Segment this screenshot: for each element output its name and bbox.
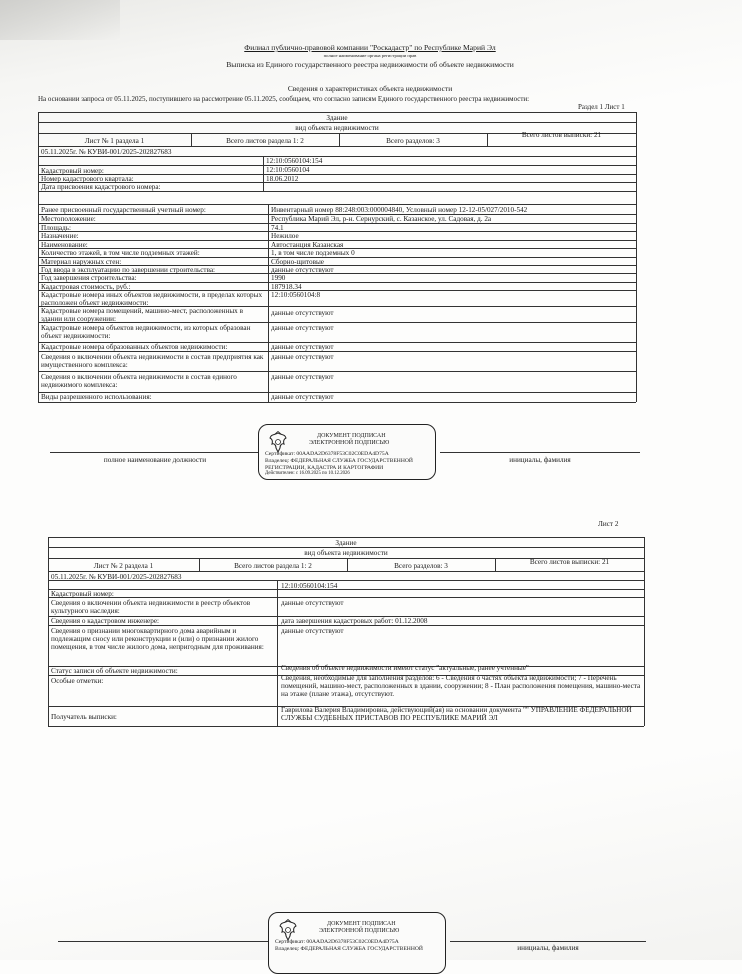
stamp-owner: Владелец: ФЕДЕРАЛЬНАЯ СЛУЖБА ГОСУДАРСТВЕННОЙ [275,946,423,952]
stamp-title: ДОКУМЕНТ ПОДПИСАН [317,433,386,439]
position-line [50,452,260,453]
org-caption: полное наименование органа регистрации прав [323,53,417,58]
org-name: Филиал публично-правовой компании "Роскадастр" по Республике Марий Эл [244,43,496,52]
sheet2-row-value: Гаврилова Валерия Владимировна, действующий(ая) на основании документа "" УПРАВЛЕНИЕ ФЕДЕРАЛЬНОЙ СЛУЖБЫ СУДЕБНЫХ ПРИСТАВОВ ПО РЕСПУБЛИКЕ МАРИЙ ЭЛ [281,706,632,723]
sheet1-total-sections: Всего разделов: 3 [386,137,440,145]
position-line [58,941,268,942]
sheet1-row-value: Инвентарный номер 88:248:003:000004840, Условный номер 12-12-05/027/2010-542 [271,206,528,214]
sheet1-row-label: Дата присвоения кадастрового номера: [41,183,161,191]
sheet1-row-value: 12:10:0560104 [266,166,310,174]
sheet1-row-value: 12:10:0560104:154 [266,157,323,165]
sheet1-total-sheets-section: Всего листов раздела 1: 2 [226,137,304,145]
sheet2-row-label: Сведения о признании многоквартирного дома аварийным и подлежащим сносу или реконструкции и (или) о признании жилого помещения, в том числе жилого дома, непригодным для проживания: [51,627,264,652]
stamp-owner: Владелец: ФЕДЕРАЛЬНАЯ СЛУЖБА ГОСУДАРСТВЕННОЙ [265,458,413,464]
sheet1-row-value: 74.1 [271,224,284,232]
sheet2-total-sheets-section: Всего листов раздела 1: 2 [234,562,312,570]
sheet2-row-label: Кадастровый номер: [51,590,114,598]
sheet1-row-label: Кадастровые номера образованных объектов недвижимости: [41,343,228,351]
sheet1-row-value: данные отсутствуют [271,393,334,401]
sheet1-row-value: Сборно-щитовые [271,258,324,266]
sheet1-row-value: 187918.34 [271,283,302,291]
sheet2-row-value: Сведения об объекте недвижимости имеют статус "актуальные, ранее учтенные" [281,664,529,672]
sheet1-row-value: данные отсутствуют [271,324,334,332]
sheet1-row-label: Год завершения строительства: [41,274,137,282]
sheet1-row-value: 18.06.2012 [266,175,299,183]
sheet1-row-label: Назначение: [41,232,79,240]
sheet1-row-value: 12:10:0560104:8 [271,291,321,299]
sheet2-row-label: Сведения о кадастровом инженере: [51,617,160,625]
sheet2-row-label: Сведения о включении объекта недвижимости в реестр объектов культурного наследия: [51,599,251,616]
stamp-title: ДОКУМЕНТ ПОДПИСАН [327,921,396,927]
sheet1-row-value: данные отсутствуют [271,309,334,317]
sheet2-row-label: Статус записи об объекте недвижимости: [51,667,178,675]
sheet2-row-value: данные отсутствуют [281,599,344,607]
sheet1-row-label: Год ввода в эксплуатацию по завершении строительства: [41,266,216,274]
name-line [450,941,646,942]
sheet1-row-label: Кадастровые номера иных объектов недвижимости, в пределах которых расположен объект недвижимости: [41,291,263,308]
stamp-subtitle: ЭЛЕКТРОННОЙ ПОДПИСЬЮ [319,928,400,934]
sheet1-row-label: Площадь: [41,224,72,232]
sheet1-row-label: Сведения о включении объекта недвижимости в состав предприятия как имущественного комплекса: [41,353,264,370]
sheet1-row-value: Автостанция Казанская [271,241,344,249]
e-signature-stamp [258,424,436,480]
stamp-owner-cont: РЕГИСТРАЦИИ, КАДАСТРА И КАРТОГРАФИИ [265,465,384,471]
section-page-label: Раздел 1 Лист 1 [578,103,625,111]
stamp-validity: Действителен: с 16.09.2025 по 10.12.2026 [265,471,350,476]
name-line [440,452,640,453]
sheet1-total-sheets-extract: Всего листов выписки: 21 [521,131,602,139]
sheet2-row-value: дата завершения кадастровых работ: 01.12.2008 [281,617,428,625]
sheet1-row-label: Сведения о включении объекта недвижимости в состав единого недвижимого комплекса: [41,373,237,390]
sheet1-row-value: 1, в том числе подземных 0 [271,249,355,257]
sheet2-row-value: 12:10:0560104:154 [281,582,338,590]
stamp-certificate: Сертификат: 00AADA2D6378F53C02C0EDA4D75A [265,451,389,457]
sheet1-row-value: 1990 [271,274,286,282]
sheet1-row-label: Материал наружных стен: [41,258,122,266]
sheet2-object-type: Здание [335,539,357,547]
sheet1-row-value: Республика Марий Эл, р-н. Сернурский, с. Казанское, ул. Садовая, д. 2а [271,215,492,223]
sheet1-row-value: Нежилое [271,232,299,240]
sheet1-row-label: Наименование: [41,241,88,249]
e-signature-stamp [268,912,446,974]
sheet1-row-label: Местоположение: [41,215,96,223]
sheet1-extract-number: 05.11.2025г. № КУВИ-001/2025-202827683 [41,148,172,156]
sheet2-row-value: данные отсутствуют [281,627,344,635]
sheet2-total-sections: Всего разделов: 3 [394,562,448,570]
sheet1-row-label: Кадастровые номера помещений, машино-мест, расположенных в здании или сооружении: [41,307,243,324]
sheet1-row-value: данные отсутствуют [271,266,334,274]
sheet1-row-label: Кадастровый номер: [41,167,104,175]
footer-position-caption: полное наименование должности [103,456,207,464]
stamp-certificate: Сертификат: 00AADA2D6378F53C02C0EDA4D75A [275,939,399,945]
request-basis: На основании запроса от 05.11.2025, поступившего на рассмотрение 05.11.2025, сообщаем, что согласно записям Единого государственного реестра недвижимости: [38,95,530,103]
sheet1-row-value: данные отсутствуют [271,343,334,351]
footer-name-caption: инициалы, фамилия [509,456,571,464]
sheet1-row-value: данные отсутствуют [271,353,334,361]
sheet2-row-label: Получатель выписки: [51,713,117,721]
sheet1-object-type: Здание [326,114,348,122]
document-subtitle: Сведения о характеристиках объекта недвижимости [287,84,453,93]
sheet2-row-value: Сведения, необходимые для заполнения разделов: 6 - Сведения о частях объекта недвижимости; 7 - Перечень помещений, машино-мест, расположенных в здании, сооружении; 8 - План расположения помещения, машино-места на этаже (плане этажа), отсутствуют. [281,674,641,699]
sheet2-row-label: Особые отметки: [51,677,104,685]
sheet2-extract-number: 05.11.2025г. № КУВИ-001/2025-202827683 [51,573,182,581]
sheet2-sheet-number: Лист № 2 раздела 1 [93,562,154,570]
sheet2-object-type-caption: вид объекта недвижимости [304,549,388,557]
sheet1-row-label: Номер кадастрового квартала: [41,175,134,183]
sheet2-total-sheets-extract: Всего листов выписки: 21 [529,558,610,566]
sheet1-row-label: Кадастровая стоимость, руб.: [41,283,131,291]
sheet1-row-label: Кадастровые номера объектов недвижимости, из которых образован объект недвижимости: [41,324,251,341]
sheet1-sheet-number: Лист № 1 раздела 1 [84,137,145,145]
sheet1-row-label: Виды разрешенного использования: [41,393,152,401]
sheet1-row-label: Ранее присвоенный государственный учетный номер: [41,206,206,214]
stamp-subtitle: ЭЛЕКТРОННОЙ ПОДПИСЬЮ [309,440,390,446]
sheet1-object-type-caption: вид объекта недвижимости [295,124,379,132]
sheet2-label: Лист 2 [598,520,619,528]
sheet2-footer-name-caption: инициалы, фамилия [517,944,579,952]
sheet1-row-value: данные отсутствуют [271,373,334,381]
scan-corner-shadow [0,0,120,40]
sheet1-row-label: Количество этажей, в том числе подземных этажей: [41,249,200,257]
document-title: Выписка из Единого государственного реестра недвижимости об объекте недвижимости [226,60,514,69]
